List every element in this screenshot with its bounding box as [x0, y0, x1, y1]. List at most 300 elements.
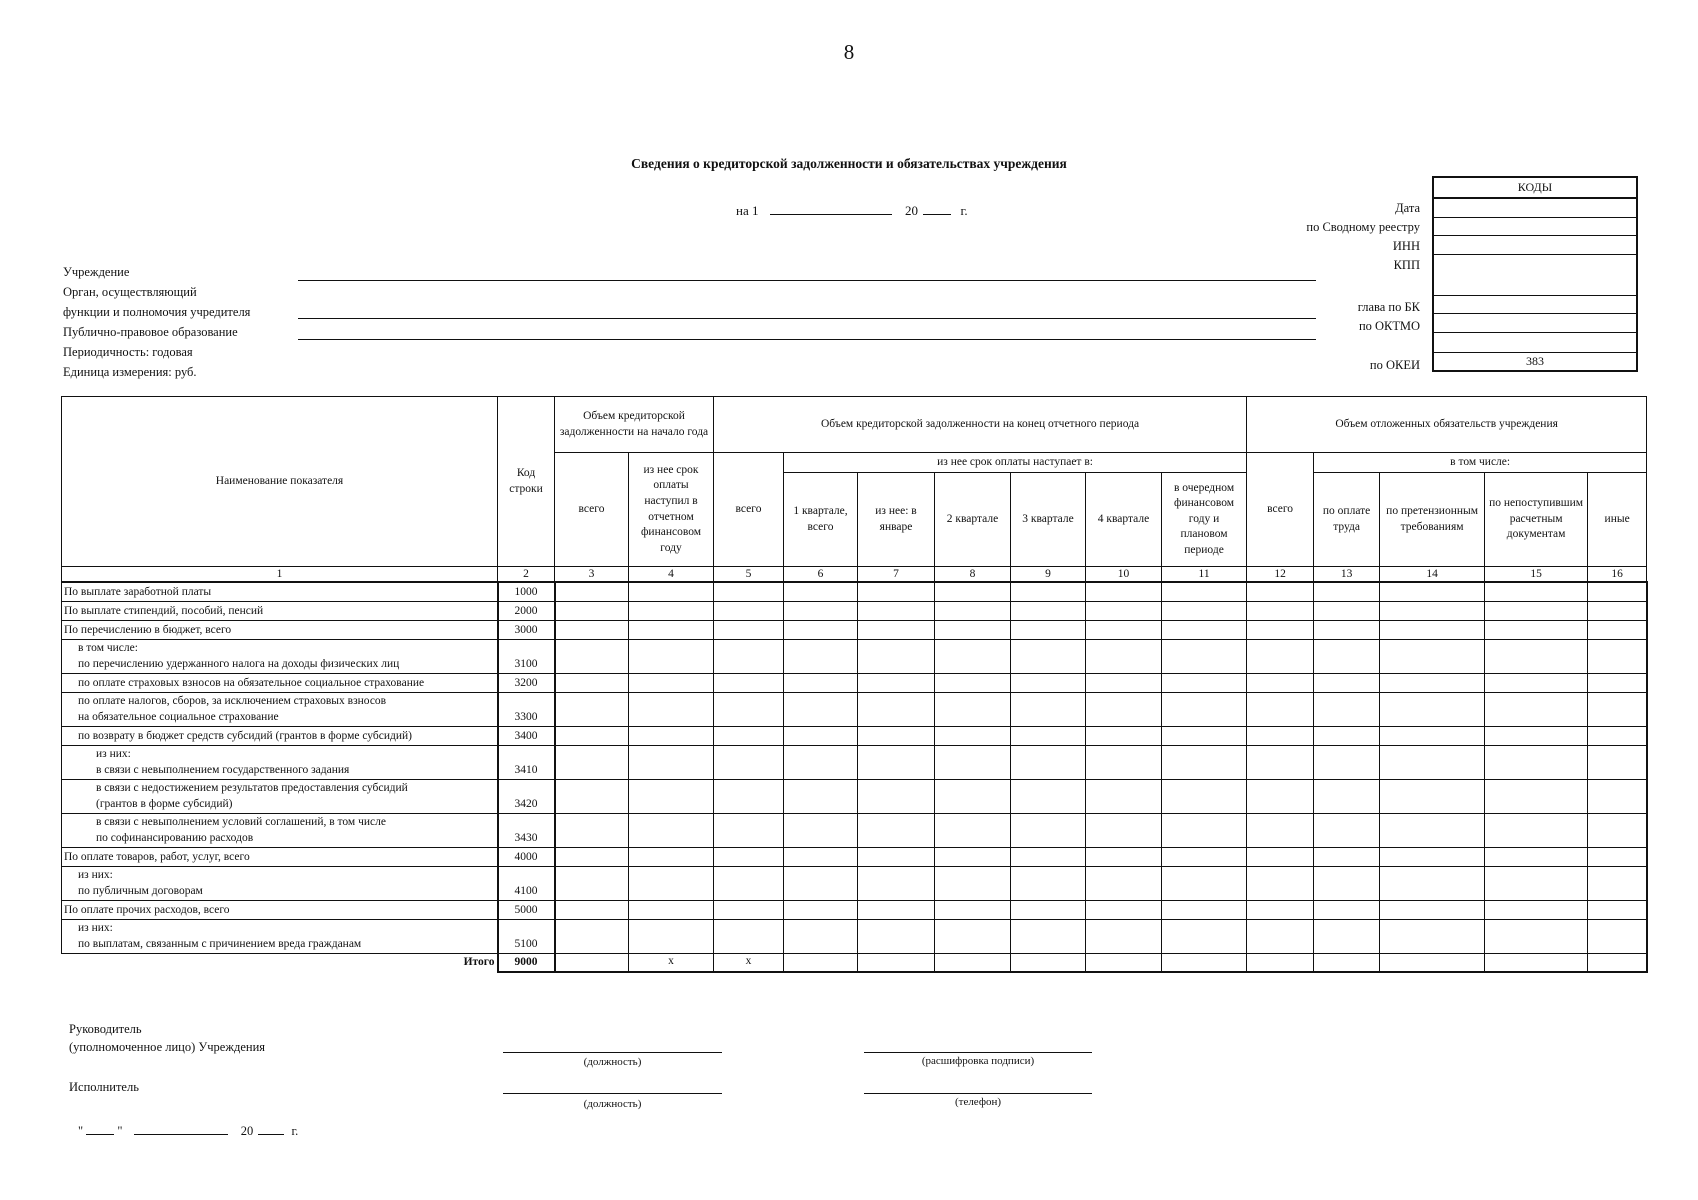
cell-col-7[interactable] [858, 919, 935, 953]
cell-col-16[interactable] [1588, 866, 1647, 900]
date-quote-open: " [78, 1124, 84, 1138]
cell-col-7[interactable] [858, 726, 935, 745]
cell-col-9[interactable] [1011, 745, 1086, 779]
cell-col-14[interactable] [1380, 601, 1485, 620]
cell-col-5[interactable] [714, 847, 784, 866]
cell-col-14[interactable] [1380, 779, 1485, 813]
row-code: 4000 [498, 847, 555, 866]
cell-col-15[interactable] [1485, 813, 1588, 847]
cell-col-9[interactable] [1011, 866, 1086, 900]
table-row [62, 620, 1647, 639]
cell-col-9[interactable] [1011, 582, 1086, 601]
cell-col-8[interactable] [935, 745, 1011, 779]
cell-col-4[interactable] [629, 813, 714, 847]
cell-col-3[interactable] [555, 919, 629, 953]
cell-col-13[interactable] [1314, 692, 1380, 726]
cell-col-13[interactable] [1314, 620, 1380, 639]
cell-col-11[interactable] [1162, 745, 1247, 779]
cell-col-8[interactable] [935, 919, 1011, 953]
cell-col-3[interactable] [555, 866, 629, 900]
cell-col-15[interactable] [1485, 582, 1588, 601]
cell-col-8[interactable] [935, 582, 1011, 601]
table-row [62, 673, 1647, 692]
cell-col-7[interactable] [858, 779, 935, 813]
cell-col-11[interactable] [1162, 919, 1247, 953]
signature-head-label-1: Руководитель [69, 1022, 142, 1036]
date-year-prefix: 20 [904, 203, 918, 218]
row-name [62, 919, 498, 953]
cell-col-6[interactable] [784, 919, 858, 953]
cell-col-11[interactable] [1162, 582, 1247, 601]
executor-phone-field[interactable] [864, 1093, 1092, 1094]
signature-year-field[interactable] [258, 1122, 284, 1135]
cell-col-9[interactable] [1011, 673, 1086, 692]
cell-col-5[interactable] [714, 692, 784, 726]
cell-col-6[interactable] [784, 726, 858, 745]
cell-col-3[interactable] [555, 673, 629, 692]
cell-col-11[interactable] [1162, 866, 1247, 900]
cell-col-10[interactable] [1086, 813, 1162, 847]
header-january: из нее: в январе [858, 473, 935, 567]
cell-col-10[interactable] [1086, 779, 1162, 813]
cell-col-10[interactable] [1086, 601, 1162, 620]
head-signature-field[interactable] [864, 1052, 1092, 1053]
cell-col-11[interactable] [1162, 620, 1247, 639]
cell-col-8[interactable] [935, 779, 1011, 813]
label-public-entity: Публично-правовое образование [63, 325, 238, 339]
header-q1: 1 квартале, всего [784, 473, 858, 567]
header-q2: 2 квартале [935, 473, 1011, 567]
cell-col-4[interactable] [629, 601, 714, 620]
cell-col-14[interactable] [1380, 847, 1485, 866]
cell-col-14[interactable] [1380, 919, 1485, 953]
code-inn-cell[interactable] [1433, 236, 1637, 255]
cell-col-16[interactable] [1588, 726, 1647, 745]
row-code: 3000 [498, 620, 555, 639]
cell-col-16[interactable] [1588, 745, 1647, 779]
cell-col-6[interactable] [784, 601, 858, 620]
cell-col-13[interactable] [1314, 726, 1380, 745]
cell-col-10[interactable] [1086, 900, 1162, 919]
table-row [62, 639, 1647, 673]
cell-col-8[interactable] [935, 900, 1011, 919]
cell-col-10[interactable] [1086, 847, 1162, 866]
cell-col-16[interactable] [1588, 779, 1647, 813]
date-day-month-field[interactable] [770, 202, 892, 215]
table-row [62, 726, 1647, 745]
row-name-text: в связи с невыполнением государственного задания [96, 763, 350, 776]
row-name-text: по софинансированию расходов [96, 831, 254, 844]
total-cell-col-11[interactable] [1162, 953, 1247, 972]
cell-col-15[interactable] [1485, 726, 1588, 745]
row-name [62, 582, 498, 601]
cell-col-15[interactable] [1485, 847, 1588, 866]
cell-col-8[interactable] [935, 813, 1011, 847]
total-cell-col-14[interactable] [1380, 953, 1485, 972]
cell-col-9[interactable] [1011, 692, 1086, 726]
cell-col-7[interactable] [858, 847, 935, 866]
cell-col-13[interactable] [1314, 866, 1380, 900]
cell-col-10[interactable] [1086, 745, 1162, 779]
cell-col-6[interactable] [784, 692, 858, 726]
cell-col-6[interactable] [784, 745, 858, 779]
row-name [62, 745, 498, 779]
date-suffix: г. [960, 203, 968, 218]
row-name [62, 726, 498, 745]
cell-col-6[interactable] [784, 866, 858, 900]
column-number-4: 4 [629, 567, 714, 583]
cell-col-14[interactable] [1380, 900, 1485, 919]
cell-col-15[interactable] [1485, 745, 1588, 779]
cell-col-9[interactable] [1011, 813, 1086, 847]
head-position-field[interactable] [503, 1052, 722, 1053]
cell-col-16[interactable] [1588, 847, 1647, 866]
cell-col-12[interactable] [1247, 900, 1314, 919]
cell-col-4[interactable] [629, 900, 714, 919]
head-signature-caption: (расшифровка подписи) [921, 1055, 1035, 1067]
cell-col-8[interactable] [935, 847, 1011, 866]
cell-col-12[interactable] [1247, 813, 1314, 847]
cell-col-9[interactable] [1011, 919, 1086, 953]
cell-col-3[interactable] [555, 900, 629, 919]
cell-col-10[interactable] [1086, 639, 1162, 673]
cell-col-3[interactable] [555, 582, 629, 601]
header-end-due: из нее срок оплаты наступает в: [784, 453, 1247, 473]
row-name-text: по возврату в бюджет средств субсидий (грантов в форме субсидий) [78, 729, 412, 742]
cell-col-7[interactable] [858, 601, 935, 620]
row-name-text: По выплате стипендий, пособий, пенсий [64, 604, 264, 617]
row-code: 3100 [498, 639, 555, 673]
column-number-7: 7 [858, 567, 935, 583]
code-oktmo-cell[interactable] [1433, 314, 1637, 333]
total-cell-col-13[interactable] [1314, 953, 1380, 972]
total-code: 9000 [498, 953, 555, 972]
cell-col-5[interactable] [714, 639, 784, 673]
institution-field[interactable] [298, 280, 1316, 281]
cell-col-13[interactable] [1314, 779, 1380, 813]
row-name [62, 847, 498, 866]
cell-col-16[interactable] [1588, 582, 1647, 601]
authority-field[interactable] [298, 318, 1316, 319]
row-name-prefix: в связи с недостижением результатов предоставления субсидий [96, 782, 408, 795]
cell-col-15[interactable] [1485, 779, 1588, 813]
cell-col-12[interactable] [1247, 620, 1314, 639]
cell-col-5[interactable] [714, 673, 784, 692]
cell-col-3[interactable] [555, 601, 629, 620]
total-cell-col-8[interactable] [935, 953, 1011, 972]
row-name [62, 779, 498, 813]
cell-col-13[interactable] [1314, 745, 1380, 779]
cell-col-13[interactable] [1314, 919, 1380, 953]
cell-col-8[interactable] [935, 692, 1011, 726]
code-label-kpp: КПП [1393, 258, 1420, 272]
cell-col-6[interactable] [784, 582, 858, 601]
code-label-registry: по Сводному реестру [1306, 220, 1420, 234]
row-code: 4100 [498, 866, 555, 900]
cell-col-7[interactable] [858, 866, 935, 900]
cell-col-12[interactable] [1247, 601, 1314, 620]
cell-col-5[interactable] [714, 601, 784, 620]
cell-col-14[interactable] [1380, 866, 1485, 900]
cell-col-14[interactable] [1380, 673, 1485, 692]
cell-col-11[interactable] [1162, 673, 1247, 692]
cell-col-7[interactable] [858, 673, 935, 692]
cell-col-6[interactable] [784, 847, 858, 866]
cell-col-7[interactable] [858, 745, 935, 779]
total-cell-col-15[interactable] [1485, 953, 1588, 972]
cell-col-15[interactable] [1485, 639, 1588, 673]
cell-col-5[interactable] [714, 620, 784, 639]
cell-col-11[interactable] [1162, 847, 1247, 866]
cell-col-8[interactable] [935, 601, 1011, 620]
table-body [62, 582, 1647, 972]
cell-col-9[interactable] [1011, 726, 1086, 745]
table-row [62, 847, 1647, 866]
cell-col-15[interactable] [1485, 900, 1588, 919]
header-q3: 3 квартале [1011, 473, 1086, 567]
cell-col-16[interactable] [1588, 813, 1647, 847]
row-name-text: По оплате товаров, работ, услуг, всего [64, 850, 250, 863]
cell-col-15[interactable] [1485, 601, 1588, 620]
cell-col-3[interactable] [555, 620, 629, 639]
cell-col-9[interactable] [1011, 779, 1086, 813]
cell-col-10[interactable] [1086, 726, 1162, 745]
cell-col-11[interactable] [1162, 779, 1247, 813]
cell-col-11[interactable] [1162, 813, 1247, 847]
cell-col-5[interactable] [714, 745, 784, 779]
cell-col-5[interactable] [714, 582, 784, 601]
cell-col-6[interactable] [784, 673, 858, 692]
cell-col-10[interactable] [1086, 673, 1162, 692]
signature-day-field[interactable] [86, 1122, 114, 1135]
cell-col-16[interactable] [1588, 673, 1647, 692]
code-okei-cell[interactable]: 383 [1433, 352, 1637, 371]
code-date-cell[interactable] [1433, 198, 1637, 217]
cell-col-14[interactable] [1380, 639, 1485, 673]
cell-col-9[interactable] [1011, 847, 1086, 866]
total-cell-col-3[interactable] [555, 953, 629, 972]
cell-col-10[interactable] [1086, 620, 1162, 639]
row-name [62, 620, 498, 639]
cell-col-11[interactable] [1162, 726, 1247, 745]
table-row [62, 866, 1647, 900]
cell-col-12[interactable] [1247, 745, 1314, 779]
cell-col-12[interactable] [1247, 726, 1314, 745]
cell-col-4[interactable] [629, 673, 714, 692]
cell-col-12[interactable] [1247, 582, 1314, 601]
total-cell-col-9[interactable] [1011, 953, 1086, 972]
cell-col-11[interactable] [1162, 639, 1247, 673]
cell-col-12[interactable] [1247, 639, 1314, 673]
cell-col-10[interactable] [1086, 866, 1162, 900]
signature-year-prefix: 20 [240, 1124, 254, 1138]
cell-col-4[interactable] [629, 919, 714, 953]
cell-col-10[interactable] [1086, 692, 1162, 726]
cell-col-13[interactable] [1314, 582, 1380, 601]
cell-col-11[interactable] [1162, 692, 1247, 726]
total-cell-col-12[interactable] [1247, 953, 1314, 972]
cell-col-8[interactable] [935, 620, 1011, 639]
cell-col-3[interactable] [555, 639, 629, 673]
cell-col-4[interactable] [629, 745, 714, 779]
column-numbers-row [62, 567, 1647, 583]
cell-col-16[interactable] [1588, 601, 1647, 620]
cell-col-11[interactable] [1162, 900, 1247, 919]
signature-month-field[interactable] [134, 1122, 228, 1135]
cell-col-16[interactable] [1588, 692, 1647, 726]
cell-col-4[interactable] [629, 847, 714, 866]
cell-col-15[interactable] [1485, 620, 1588, 639]
cell-col-6[interactable] [784, 813, 858, 847]
payables-table [61, 396, 1648, 973]
executor-phone-caption: (телефон) [954, 1096, 1002, 1108]
cell-col-7[interactable] [858, 900, 935, 919]
cell-col-14[interactable] [1380, 726, 1485, 745]
cell-col-13[interactable] [1314, 639, 1380, 673]
row-name-prefix: по оплате налогов, сборов, за исключением страховых взносов [78, 695, 387, 708]
cell-col-15[interactable] [1485, 673, 1588, 692]
cell-col-5[interactable] [714, 726, 784, 745]
code-label-inn: ИНН [1392, 239, 1420, 253]
code-extra-cell[interactable] [1433, 332, 1637, 352]
executor-position-field[interactable] [503, 1093, 722, 1094]
column-number-16: 16 [1588, 567, 1647, 583]
date-prefix: на 1 [736, 203, 759, 218]
table-row [62, 919, 1647, 953]
cell-col-3[interactable] [555, 813, 629, 847]
cell-col-14[interactable] [1380, 813, 1485, 847]
cell-col-5[interactable] [714, 866, 784, 900]
cell-col-6[interactable] [784, 639, 858, 673]
executor-label: Исполнитель [69, 1080, 139, 1094]
table-row [62, 582, 1647, 601]
cell-col-3[interactable] [555, 726, 629, 745]
cell-col-4[interactable] [629, 692, 714, 726]
cell-col-13[interactable] [1314, 900, 1380, 919]
header-deferred: Объем отложенных обязательств учреждения [1247, 397, 1647, 453]
cell-col-8[interactable] [935, 866, 1011, 900]
cell-col-7[interactable] [858, 620, 935, 639]
row-name-text: По перечислению в бюджет, всего [64, 623, 232, 636]
cell-col-7[interactable] [858, 692, 935, 726]
cell-col-14[interactable] [1380, 582, 1485, 601]
cell-col-3[interactable] [555, 745, 629, 779]
cell-col-8[interactable] [935, 726, 1011, 745]
header-docs: по непоступившим расчетным документам [1485, 473, 1588, 567]
header-claims: по претензионным требованиям [1380, 473, 1485, 567]
cell-col-12[interactable] [1247, 692, 1314, 726]
cell-col-16[interactable] [1588, 900, 1647, 919]
total-cell-col-6[interactable] [784, 953, 858, 972]
cell-col-5[interactable] [714, 900, 784, 919]
cell-col-16[interactable] [1588, 639, 1647, 673]
row-code: 5100 [498, 919, 555, 953]
report-date-line [736, 202, 968, 219]
cell-col-6[interactable] [784, 620, 858, 639]
cell-col-4[interactable] [629, 620, 714, 639]
cell-col-12[interactable] [1247, 779, 1314, 813]
column-number-14: 14 [1380, 567, 1485, 583]
cell-col-13[interactable] [1314, 673, 1380, 692]
cell-col-14[interactable] [1380, 745, 1485, 779]
code-registry-cell[interactable] [1433, 217, 1637, 236]
cell-col-8[interactable] [935, 639, 1011, 673]
header-begin-total: всего [555, 453, 629, 567]
cell-col-4[interactable] [629, 639, 714, 673]
cell-col-13[interactable] [1314, 847, 1380, 866]
cell-col-4[interactable] [629, 866, 714, 900]
cell-col-8[interactable] [935, 673, 1011, 692]
cell-col-16[interactable] [1588, 620, 1647, 639]
row-name-text: По оплате прочих расходов, всего [64, 903, 230, 916]
total-cell-col-7[interactable] [858, 953, 935, 972]
cell-col-9[interactable] [1011, 900, 1086, 919]
header-begin-of-year: Объем кредиторской задолженности на начало года [555, 397, 714, 453]
cell-col-3[interactable] [555, 847, 629, 866]
cell-col-4[interactable] [629, 582, 714, 601]
public-entity-field[interactable] [298, 339, 1316, 340]
cell-col-13[interactable] [1314, 813, 1380, 847]
cell-col-6[interactable] [784, 900, 858, 919]
cell-col-5[interactable] [714, 919, 784, 953]
cell-col-5[interactable] [714, 813, 784, 847]
cell-col-14[interactable] [1380, 620, 1485, 639]
total-cell-col-10[interactable] [1086, 953, 1162, 972]
cell-col-15[interactable] [1485, 692, 1588, 726]
cell-col-12[interactable] [1247, 847, 1314, 866]
code-kpp-cell[interactable] [1433, 254, 1637, 295]
date-quote-close: " [117, 1124, 123, 1138]
cell-col-7[interactable] [858, 813, 935, 847]
cell-col-9[interactable] [1011, 620, 1086, 639]
cell-col-3[interactable] [555, 692, 629, 726]
date-year-field[interactable] [923, 202, 951, 215]
code-bk-cell[interactable] [1433, 295, 1637, 314]
total-label: Итого [463, 955, 495, 968]
row-code: 3300 [498, 692, 555, 726]
cell-col-15[interactable] [1485, 919, 1588, 953]
cell-col-6[interactable] [784, 779, 858, 813]
row-name-prefix: из них: [96, 748, 131, 761]
cell-col-7[interactable] [858, 639, 935, 673]
cell-col-10[interactable] [1086, 919, 1162, 953]
cell-col-7[interactable] [858, 582, 935, 601]
cell-col-4[interactable] [629, 779, 714, 813]
cell-col-9[interactable] [1011, 639, 1086, 673]
header-end-total: всего [714, 453, 784, 567]
cell-col-3[interactable] [555, 779, 629, 813]
label-institution: Учреждение [63, 265, 130, 279]
header-other: иные [1588, 473, 1647, 567]
cell-col-10[interactable] [1086, 582, 1162, 601]
cell-col-12[interactable] [1247, 673, 1314, 692]
cell-col-16[interactable] [1588, 919, 1647, 953]
column-number-12: 12 [1247, 567, 1314, 583]
cell-col-14[interactable] [1380, 692, 1485, 726]
cell-col-15[interactable] [1485, 866, 1588, 900]
header-deferred-total: всего [1247, 453, 1314, 567]
cell-col-4[interactable] [629, 726, 714, 745]
cell-col-11[interactable] [1162, 601, 1247, 620]
cell-col-13[interactable] [1314, 601, 1380, 620]
total-cell-col-16[interactable] [1588, 953, 1647, 972]
cell-col-9[interactable] [1011, 601, 1086, 620]
cell-col-12[interactable] [1247, 919, 1314, 953]
header-indicator-name: Наименование показателя [62, 397, 498, 567]
cell-col-5[interactable] [714, 779, 784, 813]
column-number-2: 2 [498, 567, 555, 583]
cell-col-12[interactable] [1247, 866, 1314, 900]
